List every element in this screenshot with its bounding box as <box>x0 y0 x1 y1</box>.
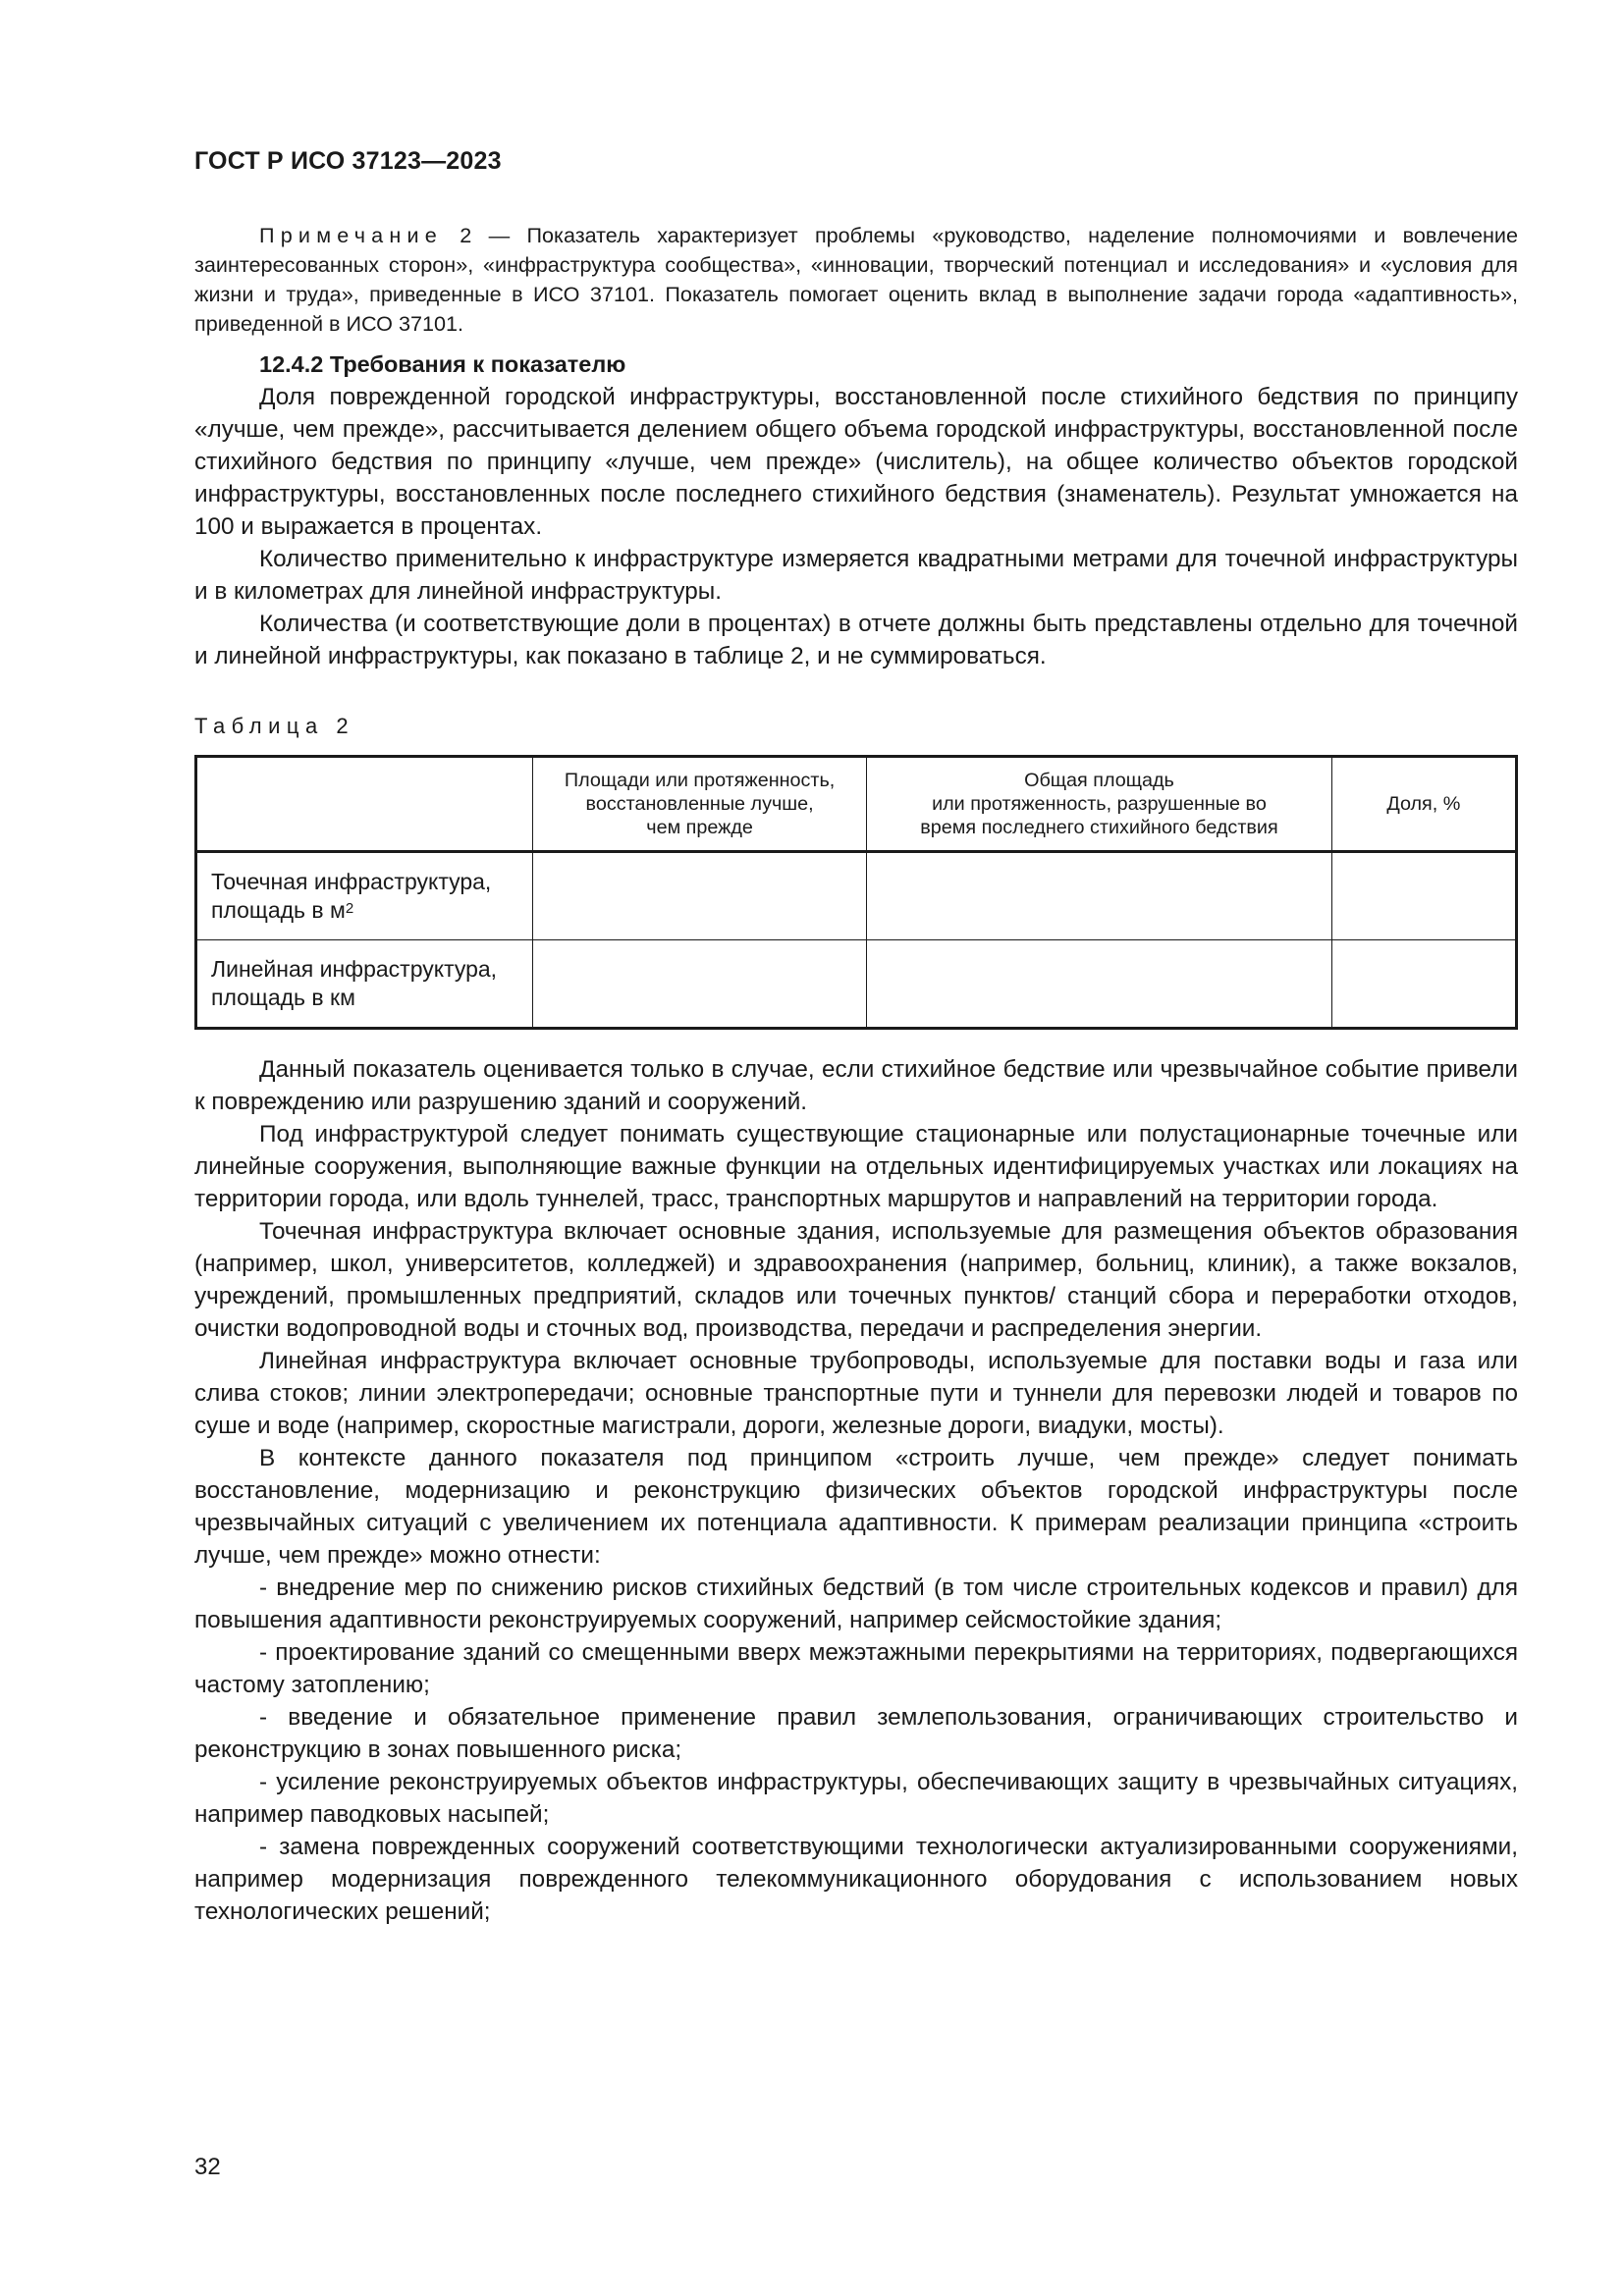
list-item: - усиление реконструируемых объектов инфраструктуры, обеспечивающих защиту в чрезвычайных ситуациях, например паводковых насыпей; <box>194 1769 1518 1828</box>
table-header-cell: Общая площадь или протяженность, разрушенные во время последнего стихийного бедствия <box>867 757 1331 852</box>
section-heading: 12.4.2 Требования к показателю <box>259 351 626 377</box>
body-paragraph: Под инфраструктурой следует понимать существующие стационарные или полустационарные точечные или линейные сооружения, выполняющие важные функции на отдельных идентифицируемых участках или локациях на территории города, или вдоль туннелей, трасс, транспортных маршрутов и направлений на территории города. <box>194 1121 1518 1212</box>
body-paragraph: Количества (и соответствующие доли в процентах) в отчете должны быть представлены отдельно для точечной и линейной инфраструктуры, как показано в таблице 2, и не суммироваться. <box>194 611 1518 669</box>
row-label-cell <box>196 852 533 940</box>
row-label-superscript: 2 <box>345 900 354 917</box>
after-table-section <box>194 1053 1518 1928</box>
table-cell <box>1331 852 1516 940</box>
body-paragraph: Линейная инфраструктура включает основные трубопроводы, используемые для поставки воды и газа или слива стоков; линии электропередачи; основные транспортные пути и туннели для перевозки людей и товаров по суше и воде (например, скоростные магистрали, дороги, железные дороги, виадуки, мосты). <box>194 1348 1518 1439</box>
table-cell <box>532 940 866 1029</box>
body-paragraph: Доля поврежденной городской инфраструктуры, восстановленной после стихийного бедствия по принципу «лучше, чем прежде», рассчитывается делением общего объема городской инфраструктуры, восстановленной после стихийного бедствия по принципу «лучше, чем прежде» (числитель), на общее количество объектов городской инфраструктуры, восстановленных после последнего стихийного бедствия (знаменатель). Результат умножается на 100 и выражается в процентах. <box>194 384 1518 540</box>
body-paragraph: В контексте данного показателя под принципом «строить лучше, чем прежде» следует понимать восстановление, модернизацию и реконструкцию физических объектов городской инфраструктуры после чрезвычайных ситуаций с увеличением их потенциала адаптивности. К примерам реализации принципа «строить лучше, чем прежде» можно отнести: <box>194 1445 1518 1569</box>
table-header-cell <box>196 757 533 852</box>
document-code-header: ГОСТ Р ИСО 37123—2023 <box>194 147 502 175</box>
table-header-cell: Площади или протяженность, восстановленные лучше, чем прежде <box>532 757 866 852</box>
row-label-cell <box>196 940 533 1029</box>
body-paragraph: Данный показатель оценивается только в случае, если стихийное бедствие или чрезвычайное событие привели к повреждению или разрушению зданий и сооружений. <box>194 1056 1518 1115</box>
table-cell <box>532 852 866 940</box>
table-row <box>196 940 1517 1029</box>
table-header-row <box>196 757 1517 852</box>
note-paragraph <box>194 221 1518 339</box>
list-item: - проектирование зданий со смещенными вверх межэтажными перекрытиями на территориях, подвергающихся частому затоплению; <box>194 1639 1518 1698</box>
list-item: - замена поврежденных сооружений соответствующими технологически актуализированными сооружениями, например модернизация поврежденного телекоммуникационного оборудования с использованием новых технологических решений; <box>194 1834 1518 1925</box>
body-paragraph: Количество применительно к инфраструктуре измеряется квадратными метрами для точечной инфраструктуры и в километрах для линейной инфраструктуры. <box>194 546 1518 605</box>
page-number: 32 <box>194 2154 221 2180</box>
table-cell <box>867 852 1331 940</box>
table-row <box>196 852 1517 940</box>
list-item: - введение и обязательное применение правил землепользования, ограничивающих строительство и реконструкцию в зонах повышенного риска; <box>194 1704 1518 1763</box>
content-body <box>194 221 1518 1928</box>
table-header-cell: Доля, % <box>1331 757 1516 852</box>
table-caption: Таблица 2 <box>194 714 355 738</box>
list-item: - внедрение мер по снижению рисков стихийных бедствий (в том числе строительных кодексов и правил) для повышения адаптивности реконструируемых сооружений, например сейсмостойкие здания; <box>194 1575 1518 1633</box>
table-cell <box>1331 940 1516 1029</box>
table-cell <box>867 940 1331 1029</box>
row-label: Линейная инфраструктура, площадь в км <box>211 956 498 1010</box>
note-label: Примечание <box>259 223 443 247</box>
row-label: Точечная инфраструктура, площадь в м <box>211 869 492 923</box>
note-text: 2 — Показатель характеризует проблемы «руководство, наделение полномочиями и вовлечение заинтересованных сторон», «инфраструктура сообщества», «инновации, творческий потенциал и исследования» и «условия для жизни и труда», приведенные в ИСО 37101. Показатель помогает оценить вклад в выполнение задачи города «адаптивность», приведенной в ИСО 37101. <box>194 223 1518 336</box>
infrastructure-table <box>194 755 1518 1030</box>
body-paragraph: Точечная инфраструктура включает основные здания, используемые для размещения объектов образования (например, школ, университетов, колледжей) и здравоохранения (например, больниц, клиник), а также вокзалов, учреждений, промышленных предприятий, складов или точечных пунктов/ станций сбора и переработки отходов, очистки водопроводной воды и сточных вод, производства, передачи и распределения энергии. <box>194 1218 1518 1342</box>
